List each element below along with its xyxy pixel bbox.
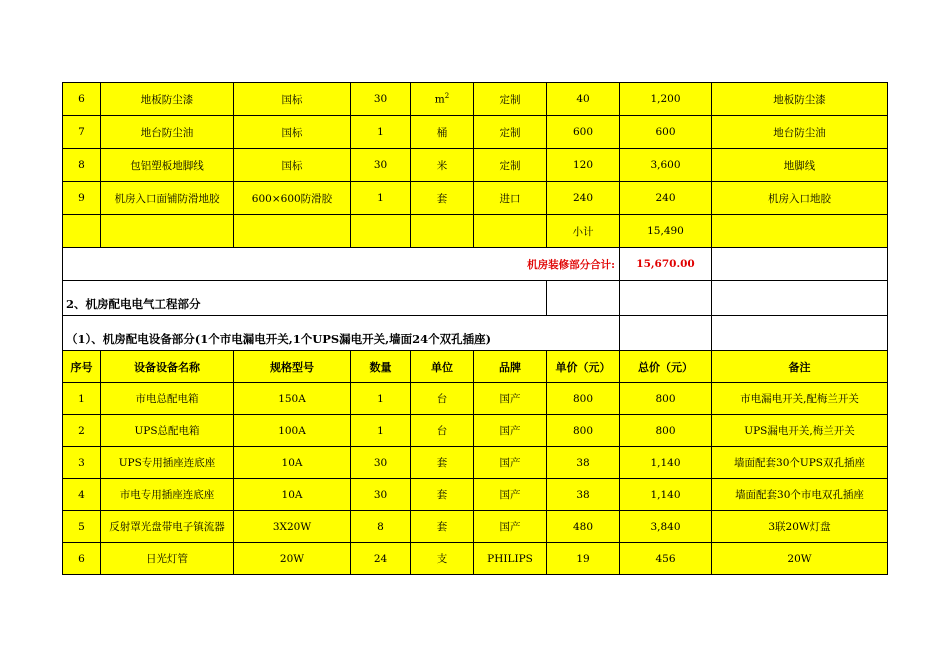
- item-no: 6: [63, 543, 101, 575]
- item-note: 地台防尘油: [712, 116, 888, 149]
- item-note: 墙面配套30个市电双孔插座: [712, 479, 888, 511]
- item-unit: 台: [411, 383, 474, 415]
- item-spec: 国标: [234, 83, 351, 116]
- table-row: [63, 116, 888, 149]
- column-header: 品牌: [474, 351, 547, 383]
- item-note: 市电漏电开关,配梅兰开关: [712, 383, 888, 415]
- item-spec: 国标: [234, 116, 351, 149]
- item-total: 800: [620, 383, 712, 415]
- item-total: 456: [620, 543, 712, 575]
- item-price: 38: [547, 447, 620, 479]
- item-unit: [411, 149, 474, 182]
- row-number: 7: [63, 116, 101, 149]
- item-spec: 100A: [234, 415, 351, 447]
- column-header: 备注: [712, 351, 888, 383]
- item-qty: 30: [351, 479, 411, 511]
- item-price: 240: [547, 182, 620, 215]
- item-spec: 国标: [234, 149, 351, 182]
- item-no: 2: [63, 415, 101, 447]
- subtotal-label: 小计: [547, 215, 620, 248]
- item-price: 38: [547, 479, 620, 511]
- item-name: 地台防尘油: [101, 116, 234, 149]
- item-qty: 24: [351, 543, 411, 575]
- item-brand: 进口: [474, 182, 547, 215]
- table-row: [63, 543, 888, 575]
- item-spec: 20W: [234, 543, 351, 575]
- column-header: 规格型号: [234, 351, 351, 383]
- item-brand: 国产: [474, 511, 547, 543]
- item-qty: 8: [351, 511, 411, 543]
- quotation-table: [62, 82, 888, 575]
- column-header: 单价（元）: [547, 351, 620, 383]
- grand-total-row: [63, 248, 888, 281]
- item-price: 800: [547, 415, 620, 447]
- table-row: [63, 149, 888, 182]
- row-number: 8: [63, 149, 101, 182]
- item-note: 3联20W灯盘: [712, 511, 888, 543]
- item-unit: 台: [411, 415, 474, 447]
- item-no: 3: [63, 447, 101, 479]
- item-qty: 1: [351, 182, 411, 215]
- row-number: 6: [63, 83, 101, 116]
- table-row: [63, 182, 888, 215]
- item-unit: 套: [411, 511, 474, 543]
- item-note: 机房入口地胶: [712, 182, 888, 215]
- item-no: 4: [63, 479, 101, 511]
- grand-total-label: 机房装修部分合计:: [63, 248, 620, 281]
- subtotal-value: 15,490: [620, 215, 712, 248]
- unit-text: 套: [436, 192, 448, 205]
- section2-title: 2、机房配电电气工程部分: [63, 281, 547, 316]
- table-row: [63, 447, 888, 479]
- item-spec: 10A: [234, 479, 351, 511]
- table-row: [63, 415, 888, 447]
- item-total: 3,840: [620, 511, 712, 543]
- item-total: 3,600: [620, 149, 712, 182]
- item-total: 1,200: [620, 83, 712, 116]
- column-header: 数量: [351, 351, 411, 383]
- item-qty: 30: [351, 447, 411, 479]
- item-total: 800: [620, 415, 712, 447]
- column-header: 单位: [411, 351, 474, 383]
- item-brand: 国产: [474, 383, 547, 415]
- item-name: 机房入口面铺防滑地胶: [101, 182, 234, 215]
- item-name: UPS专用插座连底座: [101, 447, 234, 479]
- item-note: UPS漏电开关,梅兰开关: [712, 415, 888, 447]
- item-no: 1: [63, 383, 101, 415]
- item-no: 5: [63, 511, 101, 543]
- item-name: 反射罩光盘带电子镇流器: [101, 511, 234, 543]
- table-row: [63, 479, 888, 511]
- item-unit: 套: [411, 479, 474, 511]
- subsection-title: （1）、机房配电设备部分(1个市电漏电开关,1个UPS漏电开关,墙面24个双孔插座): [63, 316, 620, 351]
- item-note: 墙面配套30个UPS双孔插座: [712, 447, 888, 479]
- item-total: 240: [620, 182, 712, 215]
- item-name: 地板防尘漆: [101, 83, 234, 116]
- unit-text: 米: [436, 159, 448, 172]
- table-row: [63, 83, 888, 116]
- section2-row: [63, 281, 888, 316]
- unit-text: 桶: [436, 126, 448, 139]
- item-price: 800: [547, 383, 620, 415]
- item-unit: 支: [411, 543, 474, 575]
- column-header: 序号: [63, 351, 101, 383]
- item-name: UPS总配电箱: [101, 415, 234, 447]
- subsection-row: [63, 316, 888, 351]
- item-qty: 1: [351, 383, 411, 415]
- column-header-row: [63, 351, 888, 383]
- item-brand: 定制: [474, 83, 547, 116]
- item-name: 包铝塑板地脚线: [101, 149, 234, 182]
- item-spec: 150A: [234, 383, 351, 415]
- item-total: 1,140: [620, 479, 712, 511]
- table-row: [63, 511, 888, 543]
- unit-superscript: 2: [444, 92, 450, 101]
- item-brand: 定制: [474, 116, 547, 149]
- item-unit: 套: [411, 447, 474, 479]
- item-price: 480: [547, 511, 620, 543]
- item-qty: 1: [351, 116, 411, 149]
- item-spec: 600×600防滑胶: [234, 182, 351, 215]
- item-qty: 1: [351, 415, 411, 447]
- item-name: 市电专用插座连底座: [101, 479, 234, 511]
- item-price: 19: [547, 543, 620, 575]
- item-name: 市电总配电箱: [101, 383, 234, 415]
- unit-text: m: [434, 93, 445, 106]
- item-price: 120: [547, 149, 620, 182]
- item-brand: PHILIPS: [474, 543, 547, 575]
- item-total: 1,140: [620, 447, 712, 479]
- item-unit: [411, 83, 474, 116]
- column-header: 设备设备名称: [101, 351, 234, 383]
- table-row: [63, 383, 888, 415]
- item-unit: [411, 116, 474, 149]
- item-brand: 国产: [474, 447, 547, 479]
- item-name: 日光灯管: [101, 543, 234, 575]
- item-brand: 定制: [474, 149, 547, 182]
- item-unit: [411, 182, 474, 215]
- item-total: 600: [620, 116, 712, 149]
- row-number: 9: [63, 182, 101, 215]
- item-qty: 30: [351, 83, 411, 116]
- item-qty: 30: [351, 149, 411, 182]
- subtotal-row: [63, 215, 888, 248]
- grand-total-value: 15,670.00: [620, 248, 712, 281]
- item-price: 600: [547, 116, 620, 149]
- item-spec: 10A: [234, 447, 351, 479]
- column-header: 总价（元）: [620, 351, 712, 383]
- item-price: 40: [547, 83, 620, 116]
- item-brand: 国产: [474, 479, 547, 511]
- item-note: 20W: [712, 543, 888, 575]
- item-note: 地脚线: [712, 149, 888, 182]
- item-note: 地板防尘漆: [712, 83, 888, 116]
- item-spec: 3X20W: [234, 511, 351, 543]
- item-brand: 国产: [474, 415, 547, 447]
